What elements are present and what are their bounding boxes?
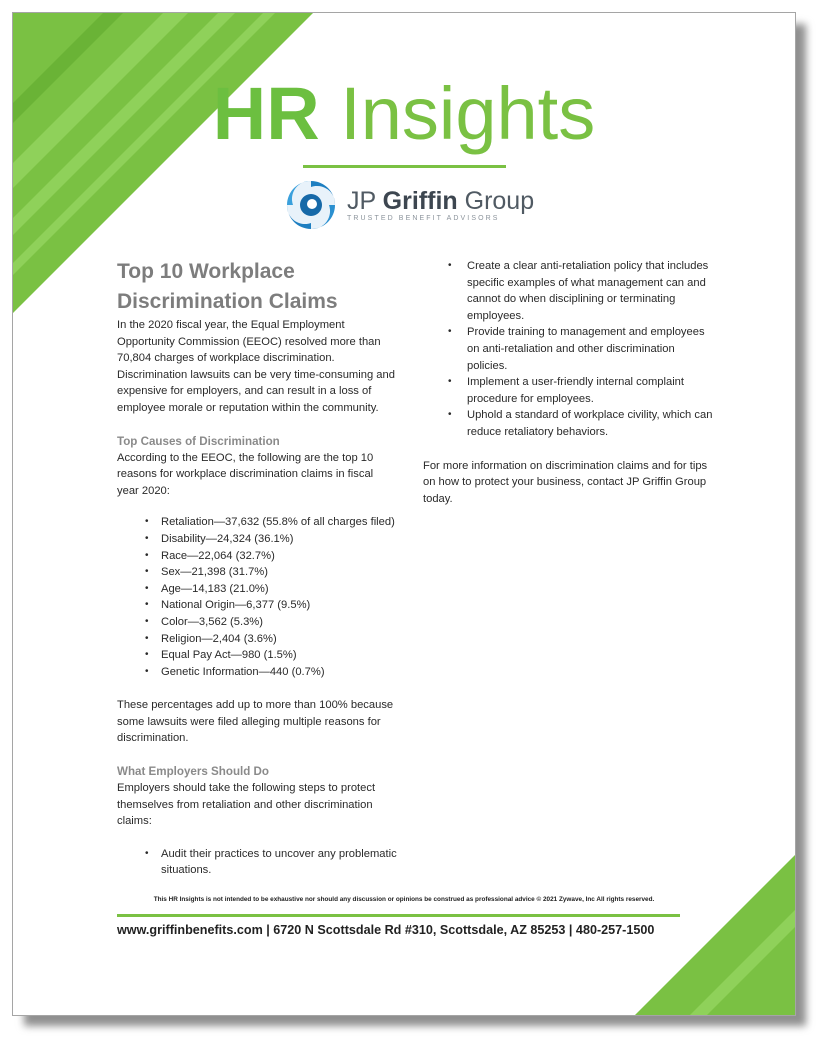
bullet-icon: •: [145, 665, 149, 677]
masthead-title: [13, 71, 795, 157]
article-title: [117, 257, 397, 317]
bullet-icon: •: [145, 549, 149, 561]
steps-list-right: [423, 258, 713, 441]
bullet-icon: •: [145, 615, 149, 627]
causes-list: [117, 514, 397, 680]
left-column: [117, 257, 397, 879]
bullet-icon: •: [145, 532, 149, 544]
article-intro: In the 2020 fiscal year, the Equal Employment Opportunity Commission (EEOC) resolved more than 70,804 charges of workplace discrimination. Discrimination lawsuits can be very time-consuming and expensive for employers, and can result in a loss of employee morale or reputation within the community.: [117, 319, 395, 414]
list-item-text: Color—3,562 (5.3%): [161, 615, 263, 628]
bullet-icon: •: [145, 599, 149, 611]
list-item: [117, 564, 397, 581]
list-item: [423, 374, 713, 407]
list-item-text: Create a clear anti-retaliation policy that includes specific examples of what management can and cannot do when disciplining or terminating employees.: [467, 260, 709, 322]
closing-paragraph: For more information on discrimination claims and for tips on how to protect your business, contact JP Griffin Group today.: [423, 459, 708, 505]
list-item: [423, 258, 713, 324]
logo-tagline: TRUSTED BENEFIT ADVISORS: [347, 215, 500, 222]
logo-wordmark: [347, 187, 534, 215]
logo-name-griffin: Griffin: [382, 187, 458, 215]
list-item-text: Genetic Information—440 (0.7%): [161, 665, 325, 678]
list-item-text: Equal Pay Act—980 (1.5%): [161, 649, 297, 662]
list-item: [117, 614, 397, 631]
list-item-text: Sex—21,398 (31.7%): [161, 566, 268, 579]
list-item-text: Implement a user-friendly internal complaint procedure for employees.: [467, 376, 685, 405]
footer-divider: [117, 914, 680, 917]
list-item: [117, 514, 397, 531]
article-title-line1: Top 10 Workplace: [117, 260, 295, 283]
list-item-text: Disability—24,324 (36.1%): [161, 532, 294, 545]
bullet-icon: •: [145, 516, 149, 528]
list-item: [117, 664, 397, 681]
list-item: [423, 407, 713, 440]
list-item: [117, 846, 397, 879]
bullet-icon: •: [448, 326, 452, 338]
bullet-icon: •: [448, 260, 452, 271]
list-item: [117, 631, 397, 648]
list-item: [117, 647, 397, 664]
company-logo: [285, 179, 535, 231]
logo-name-group: Group: [457, 187, 535, 215]
bullet-icon: •: [145, 847, 149, 859]
employers-intro: Employers should take the following steps to protect themselves from retaliation and other discrimination claims:: [117, 782, 376, 828]
masthead-insights: Insights: [340, 72, 596, 155]
list-item-text: Age—14,183 (21.0%): [161, 582, 269, 595]
swirl-logo-icon: [285, 179, 337, 231]
list-item-text: Audit their practices to uncover any problematic situations.: [161, 847, 397, 877]
list-item-text: Religion—2,404 (3.6%): [161, 632, 277, 645]
masthead-divider: [303, 165, 506, 168]
list-item: [423, 324, 713, 374]
masthead-hr: HR: [212, 72, 320, 155]
steps-list-left: [117, 846, 397, 879]
employers-heading: What Employers Should Do: [117, 765, 270, 779]
bullet-icon: •: [145, 566, 149, 578]
list-item: [117, 581, 397, 598]
list-item-text: Provide training to management and employees on anti-retaliation and other discrimination policies.: [467, 326, 705, 372]
list-item: [117, 531, 397, 548]
list-item-text: Uphold a standard of workplace civility, which can reduce retaliatory behaviors.: [467, 409, 713, 438]
list-item: [117, 597, 397, 614]
document-page: [12, 12, 796, 1016]
right-column: [423, 258, 713, 507]
article-title-line2: Discrimination Claims: [117, 290, 338, 313]
list-item-text: National Origin—6,377 (9.5%): [161, 599, 311, 612]
disclaimer-text: This HR Insights is not intended to be exhaustive nor should any discussion or opinions be construed as professional advice © 2021 Zywave, Inc All rights reserved.: [153, 896, 655, 903]
bullet-icon: •: [145, 649, 149, 661]
causes-heading: Top Causes of Discrimination: [117, 434, 280, 448]
bullet-icon: •: [145, 632, 149, 644]
causes-intro: According to the EEOC, the following are the top 10 reasons for workplace discrimination claims in fiscal year 2020:: [117, 451, 374, 497]
list-item: [117, 548, 397, 565]
bullet-icon: •: [448, 409, 452, 421]
causes-note: These percentages add up to more than 100% because some lawsuits were filed alleging multiple reasons for discrimination.: [117, 699, 394, 745]
list-item-text: Race—22,064 (32.7%): [161, 549, 275, 562]
footer-contact: www.griffinbenefits.com | 6720 N Scottsdale Rd #310, Scottsdale, AZ 85253 | 480-257-1500: [117, 923, 655, 937]
bullet-icon: •: [448, 376, 452, 388]
bullet-icon: •: [145, 582, 149, 594]
list-item-text: Retaliation—37,632 (55.8% of all charges filed): [161, 516, 395, 529]
logo-name-jp: JP: [347, 187, 383, 215]
